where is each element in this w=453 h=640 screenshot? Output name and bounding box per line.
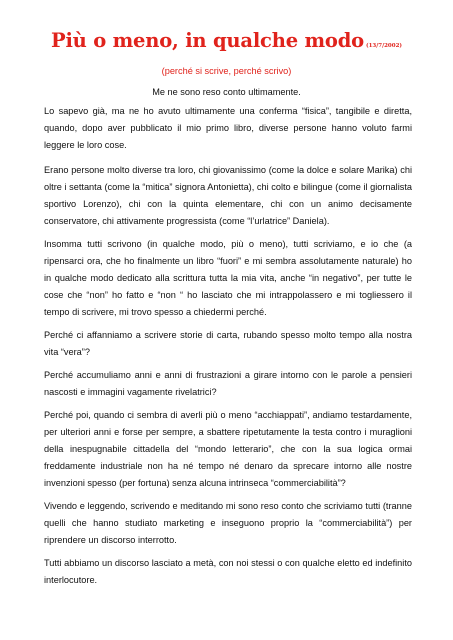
paragraph-8: Tutti abbiamo un discorso lasciato a metà, con noi stessi o con qualche eletto ed indefinito interlocutore. (44, 558, 412, 585)
paragraph-7: Vivendo e leggendo, scrivendo e meditando mi sono reso conto che scriviamo tutti (tranne quelli che hanno studiato marketing e inseguono proprio la “commerciabilità”) per riprendere un discorso interrotto. (44, 501, 412, 545)
paragraph-3: Insomma tutti scrivono (in qualche modo, più o meno), tutti scriviamo, e io che (a ripensarci ora, che ho finalmente un libro “fuori” e mi sembra assolutamente naturale) ho in qualche modo dedicato alla scrittura tutta la mia vita, anche “in negativo”, per tutte le cose che “non” ho fatto e “non “ ho lasciato che mi intrappolassero e mi togliessero il tempo di scrivere, mi trovo spesso a chiedermi perché. (44, 239, 412, 317)
intro-line: Me ne sono reso conto ultimamente. (152, 87, 301, 97)
title-row (0, 29, 453, 52)
page-subtitle: (perché si scrive, perché scrivo) (161, 66, 292, 76)
paragraph-6: Perché poi, quando ci sembra di averli più o meno “acchiappati”, andiamo testardamente, per ulteriori anni e forse per sempre, a sbattere ripetutamente la testa contro i muraglioni della inespugnabile cittadella del “mondo letterario”, che con la sua logica ormai freddamente industriale non ha né tempo né denaro da sprecare intorno alle nostre invenzioni spesso (per fortuna) senza alcuna intrinseca “commerciabilità”? (44, 410, 412, 488)
title-date: (13/7/2002) (365, 43, 402, 49)
paragraph-2: Erano persone molto diverse tra loro, chi giovanissimo (come la dolce e solare Marika) chi oltre i settanta (come la “mitica” signora Antonietta), chi colto e bilingue (come il giornalista sportivo Lorenzo), chi con la quinta elementare, chi con un animo decisamente conservatore, chi attivamente progressista (come “l’urlatrice” Daniela). (44, 165, 412, 226)
paragraph-4: Perché ci affanniamo a scrivere storie di carta, rubando spesso molto tempo alla nostra vita “vera”? (44, 330, 412, 357)
paragraph-5: Perché accumuliamo anni e anni di frustrazioni a girare intorno con le parole a pensieri nascosti e immagini vagamente rivelatrici? (44, 370, 412, 397)
paragraph-1: Lo sapevo già, ma ne ho avuto ultimamente una conferma “fisica”, tangibile e diretta, quando, dopo aver pubblicato il mio primo libro, diverse persone hanno voluto farmi leggere le loro cose. (44, 106, 412, 150)
page-title: Più o meno, in qualche modo (50, 29, 364, 52)
